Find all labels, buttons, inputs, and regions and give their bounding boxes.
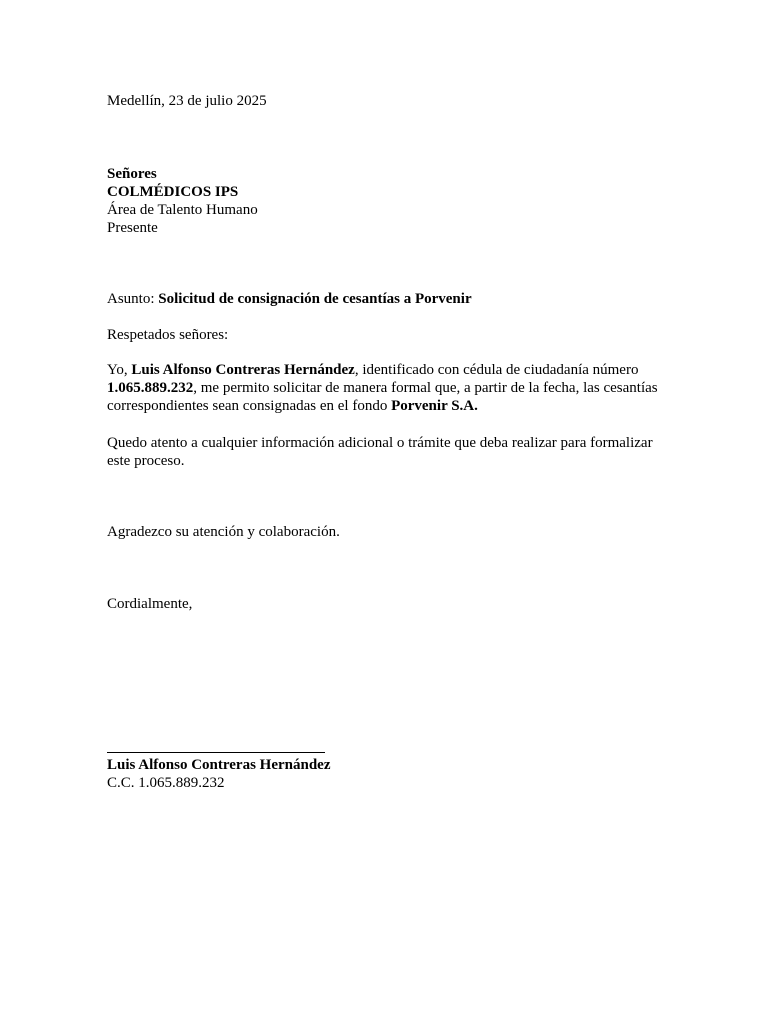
closing-text: Cordialmente,	[107, 596, 193, 612]
thanks-text: Agradezco su atención y colaboración.	[107, 524, 340, 540]
thanks-line	[107, 523, 667, 541]
body1-intro: Yo,	[107, 362, 128, 378]
subject-text: Solicitud de consignación de cesantías a Porvenir	[158, 291, 472, 307]
greeting-text: Respetados señores:	[107, 327, 229, 343]
body-paragraph-1	[107, 361, 667, 415]
signature-id: C.C. 1.065.889.232	[107, 775, 225, 791]
subject-label: Asunto:	[107, 291, 155, 307]
recipient-block	[107, 165, 667, 237]
body1-part2: , identificado con cédula de ciudadanía número	[354, 362, 639, 378]
body1-name: Luis Alfonso Contreras Hernández	[131, 362, 355, 378]
recipient-department: Área de Talento Humano	[107, 202, 258, 218]
recipient-company: COLMÉDICOS IPS	[107, 184, 239, 200]
signature-line	[107, 752, 325, 753]
greeting	[107, 326, 667, 344]
body1-id-number: 1.065.889.232	[107, 380, 194, 396]
body2-line1: Quedo atento a cualquier información adicional o trámite que deba realizar para formalizar	[107, 435, 653, 451]
signature-block	[107, 756, 667, 792]
recipient-salutation: Señores	[107, 166, 157, 182]
closing-line	[107, 595, 667, 613]
signature-name: Luis Alfonso Contreras Hernández	[107, 757, 331, 773]
date-line	[107, 92, 667, 110]
body1-part4: correspondientes sean consignadas en el fondo	[107, 398, 388, 414]
body2-line2: este proceso.	[107, 453, 185, 469]
date-text: Medellín, 23 de julio 2025	[107, 93, 267, 109]
subject-line	[107, 290, 667, 308]
body1-fund: Porvenir S.A.	[391, 398, 478, 414]
body1-part3: , me permito solicitar de manera formal que, a partir de la fecha, las cesantías	[193, 380, 658, 396]
recipient-presente: Presente	[107, 220, 158, 236]
body-paragraph-2	[107, 434, 667, 470]
